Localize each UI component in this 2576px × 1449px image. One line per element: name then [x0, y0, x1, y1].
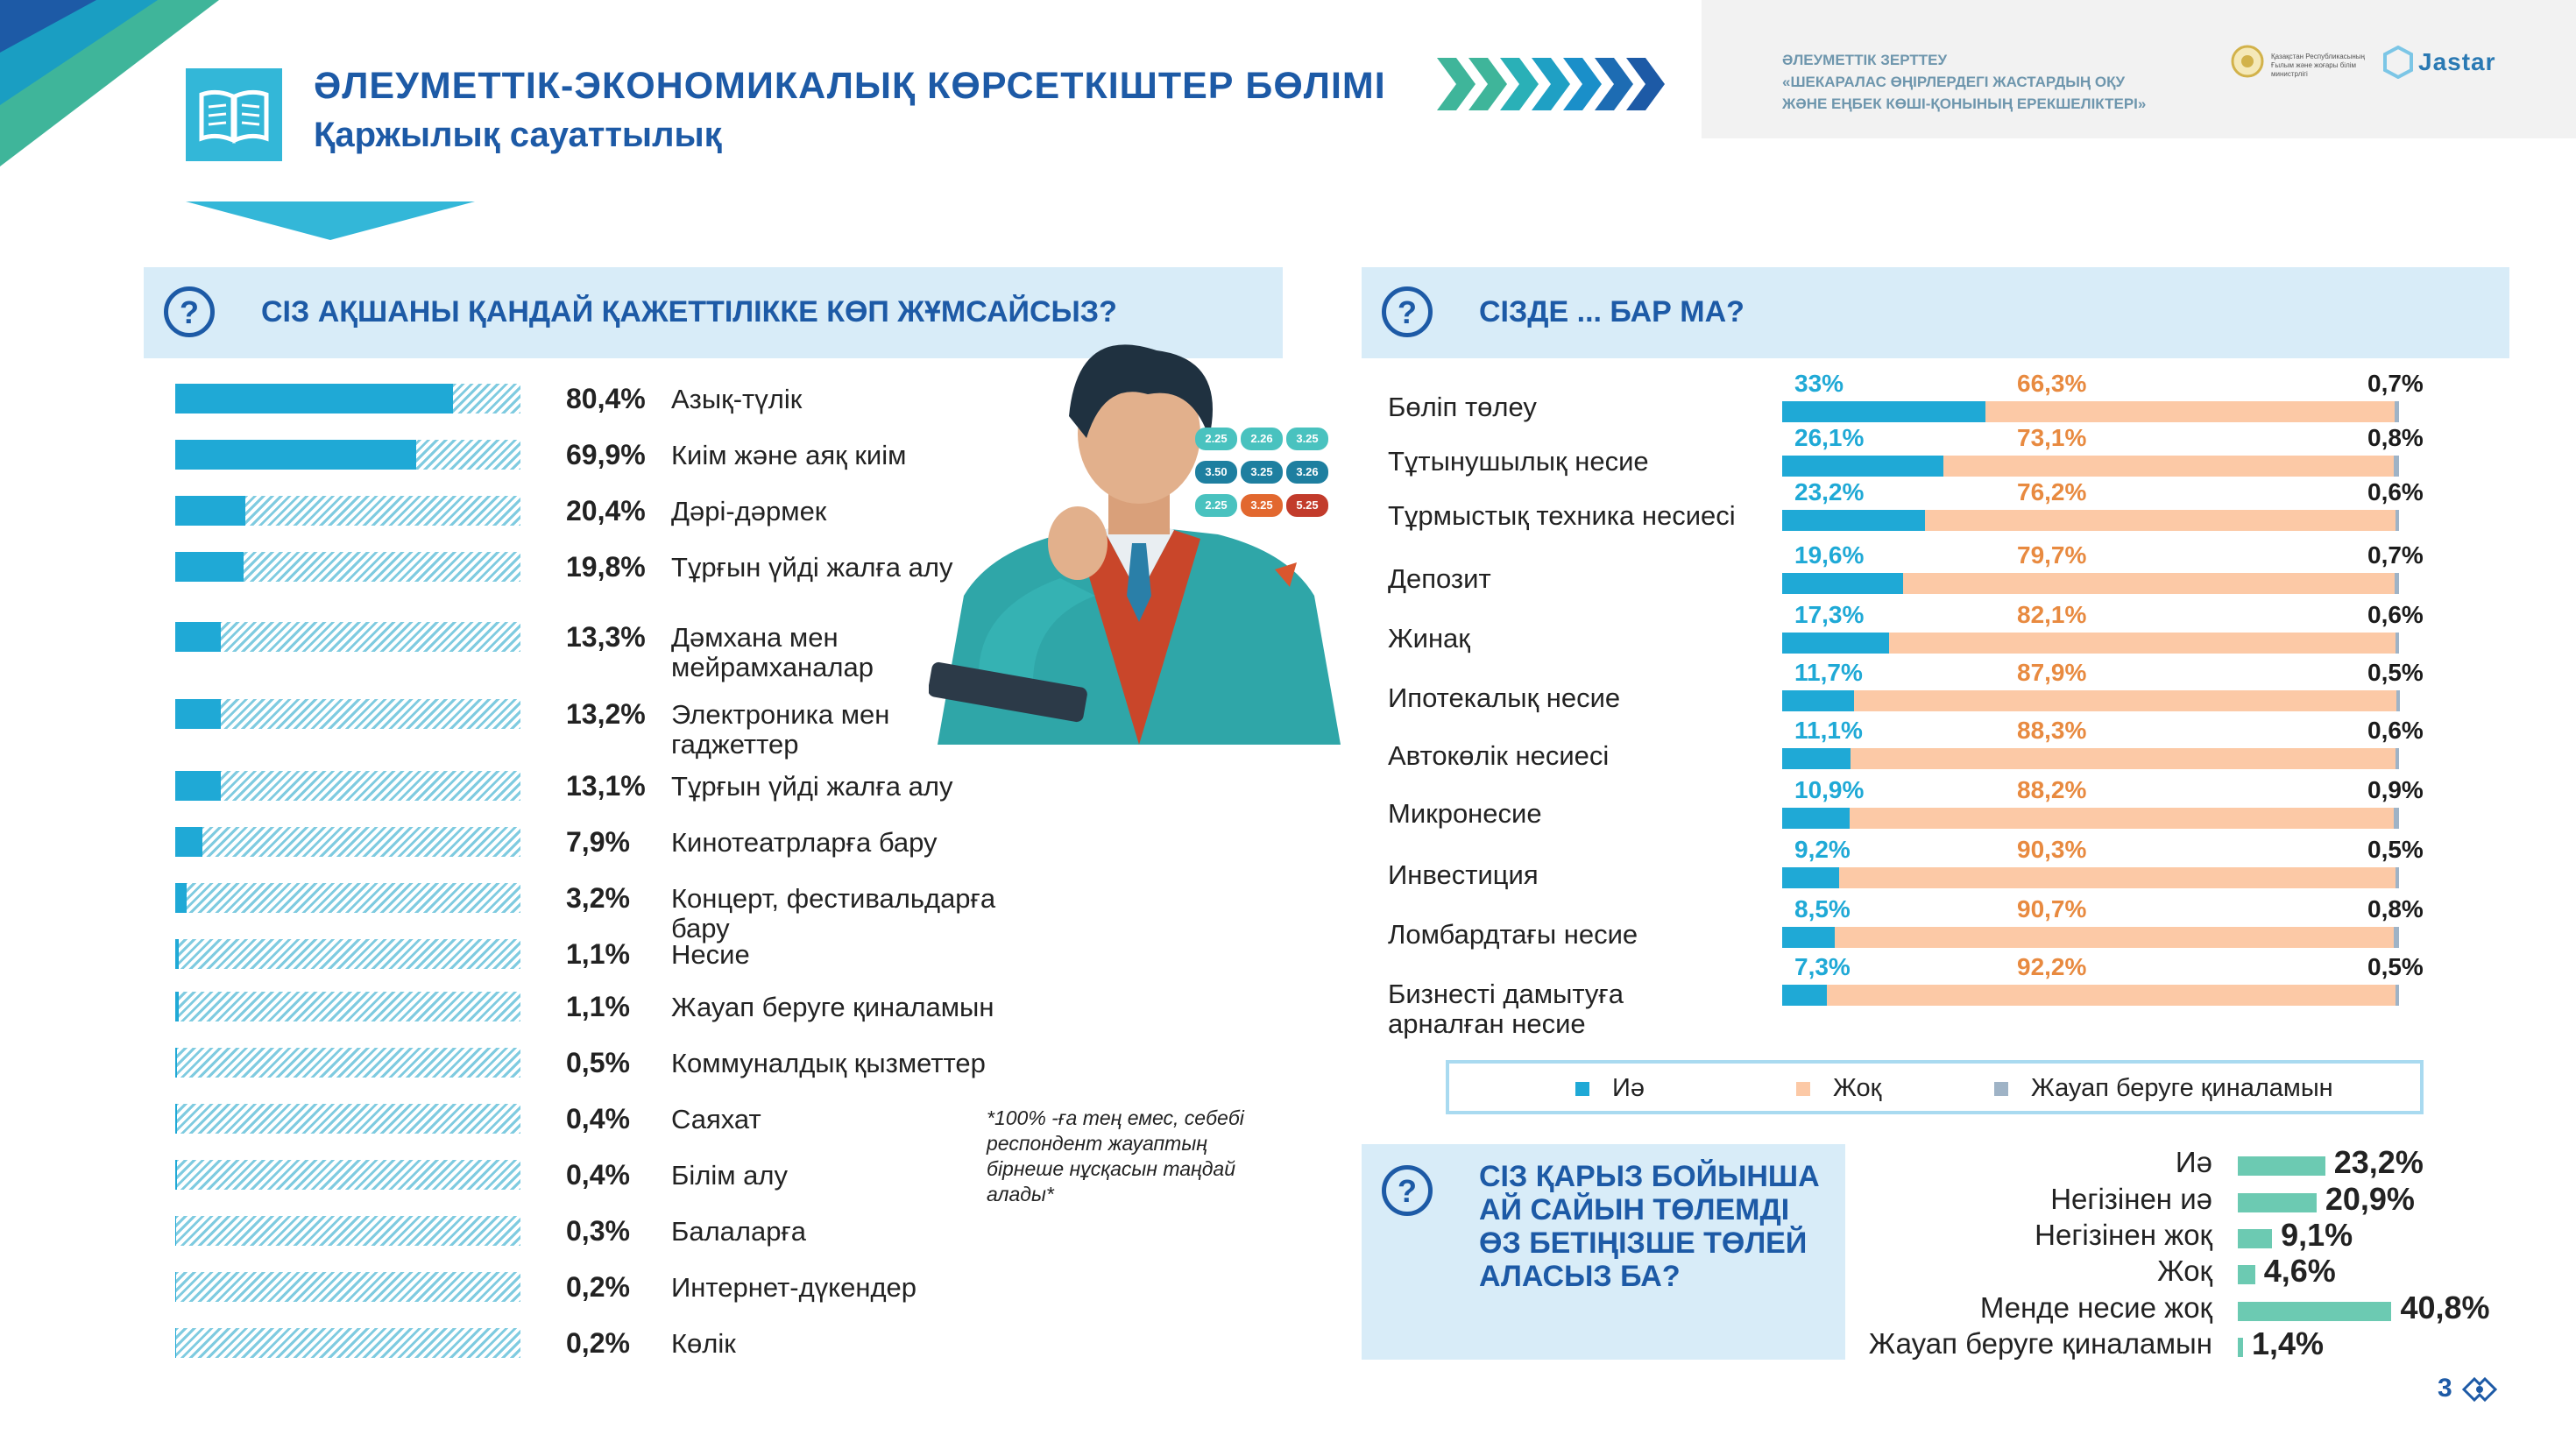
- dk-value-label: 0,6%: [2367, 601, 2424, 628]
- category-business-loan-label: Бизнесті дамытуға арналған несие: [1388, 979, 1624, 1039]
- spending-category-label: Интернет-дүкендер: [671, 1272, 917, 1303]
- spending-bar-track: [175, 827, 520, 857]
- spending-bar: [175, 1216, 176, 1246]
- category-car-loan-label: Автокөлік несиесі: [1388, 740, 1610, 771]
- ticker-chip: 2.25: [1195, 428, 1237, 450]
- no-bar: [1850, 808, 2394, 829]
- spending-bar: [175, 1328, 176, 1358]
- dk-bar: [2396, 748, 2399, 769]
- spending-category-label: Білім алу: [671, 1160, 788, 1191]
- legend-swatch-no: [1796, 1082, 1810, 1096]
- dk-value-label: 0,7%: [2367, 541, 2424, 569]
- no-bar: [1889, 633, 2396, 654]
- yes-value-label: 11,7%: [1794, 659, 1863, 686]
- spending-bar: [175, 1272, 176, 1302]
- spending-category-label: Концерт, фестивальдарға бару: [671, 883, 996, 944]
- category-deposit-label: Депозит: [1388, 563, 1491, 594]
- spending-value-label: 0,4%: [566, 1103, 630, 1134]
- category-installment-label: Бөліп төлеу: [1388, 392, 1537, 422]
- spending-category-label: Коммуналдық қызметтер: [671, 1048, 986, 1078]
- spending-category-label: Электроника мен гаджеттер: [671, 699, 890, 760]
- loan-value-label: 23,2%: [2333, 1144, 2424, 1180]
- stacked-bar-track: [1782, 633, 2399, 654]
- loan-category-label: Негізінен жоқ: [2035, 1219, 2212, 1251]
- no-bar: [1851, 748, 2396, 769]
- loan-bar: [2238, 1338, 2243, 1357]
- dk-value-label: 0,6%: [2367, 717, 2424, 744]
- stacked-bar-track: [1782, 808, 2399, 829]
- loan-bar: [2238, 1156, 2325, 1176]
- legend-swatch-dk: [1994, 1082, 2008, 1096]
- yes-bar: [1782, 748, 1851, 769]
- spending-bar-track: [175, 699, 520, 729]
- spending-bar-track: [175, 1104, 520, 1134]
- question-icon: ?: [1382, 1165, 1433, 1216]
- stacked-bar-track: [1782, 456, 2399, 477]
- loan-category-label: Менде несие жоқ: [1979, 1291, 2212, 1324]
- spending-category-label: Тұрғын үйді жалға алу: [671, 552, 953, 583]
- yes-value-label: 17,3%: [1794, 601, 1865, 628]
- spending-bar: [175, 939, 179, 969]
- dk-value-label: 0,8%: [2367, 895, 2424, 922]
- spending-value-label: 7,9%: [566, 826, 630, 858]
- yes-value-label: 10,9%: [1794, 776, 1865, 803]
- ticker-chip: 3.25: [1241, 494, 1283, 517]
- no-value-label: 88,2%: [2017, 776, 2087, 803]
- no-value-label: 79,7%: [2017, 541, 2087, 569]
- spending-category-label: Кинотеатрларға бару: [671, 827, 938, 858]
- question-loan: СІЗ ҚАРЫЗ БОЙЫНША АЙ САЙЫН ТӨЛЕМДІ ӨЗ БЕТІҢІЗШЕ ТӨЛЕЙ АЛАСЫЗ БА?: [1479, 1160, 1820, 1293]
- no-bar: [1925, 510, 2395, 531]
- question-icon: ?: [1382, 286, 1433, 337]
- pointer-triangle: [186, 201, 475, 242]
- stacked-bar-track: [1782, 401, 2399, 422]
- loan-category-label: Негізінен иә: [2050, 1183, 2212, 1215]
- dk-value-label: 0,5%: [2367, 659, 2424, 686]
- dk-value-label: 0,6%: [2367, 478, 2424, 505]
- no-value-label: 76,2%: [2017, 478, 2087, 505]
- stacked-bar-track: [1782, 573, 2399, 594]
- ticker-chip: 5.25: [1286, 494, 1328, 517]
- spending-category-label: Дәмхана мен мейрамханалар: [671, 622, 874, 682]
- legend-swatch-yes: [1575, 1082, 1589, 1096]
- page-title: ӘЛЕУМЕТТІК-ЭКОНОМИКАЛЫҚ КӨРСЕТКІШТЕР БӨЛІМІ: [314, 65, 1386, 107]
- dk-value-label: 0,7%: [2367, 370, 2424, 397]
- page-subtitle: Қаржылық сауаттылық: [314, 116, 722, 154]
- page-number: 3: [2438, 1374, 2452, 1403]
- yes-value-label: 11,1%: [1794, 717, 1863, 744]
- dk-bar: [2395, 573, 2399, 594]
- spending-value-label: 19,8%: [566, 551, 646, 583]
- spending-category-label: Саяхат: [671, 1104, 761, 1134]
- spending-bar: [175, 552, 244, 582]
- study-line-1: ӘЛЕУМЕТТІК ЗЕРТТЕУ: [1782, 52, 1948, 68]
- spending-value-label: 1,1%: [566, 938, 630, 970]
- stacked-bar-track: [1782, 985, 2399, 1006]
- spending-bar: [175, 883, 187, 913]
- man-with-calculator-illustration: [929, 333, 1349, 745]
- study-line-2: «ШЕКАРАЛАС ӨҢІРЛЕРДЕГІ ЖАСТАРДЫҢ ОҚУ: [1782, 74, 2126, 90]
- dk-bar: [2396, 633, 2399, 654]
- spending-category-label: Несие: [671, 939, 750, 970]
- no-value-label: 90,3%: [2017, 836, 2087, 863]
- stacked-bar-track: [1782, 510, 2399, 531]
- spending-value-label: 0,4%: [566, 1159, 630, 1191]
- spending-category-label: Көлік: [671, 1328, 736, 1359]
- spending-value-label: 20,4%: [566, 495, 646, 527]
- spending-bar-track: [175, 883, 520, 913]
- spending-bar-track: [175, 552, 520, 582]
- stacked-bar-track: [1782, 748, 2399, 769]
- no-bar: [1854, 690, 2396, 711]
- spending-bar: [175, 622, 221, 652]
- dk-bar: [2396, 690, 2400, 711]
- book-icon: [186, 68, 282, 161]
- dk-bar: [2394, 808, 2399, 829]
- yes-value-label: 19,6%: [1794, 541, 1865, 569]
- stacked-bar-track: [1782, 690, 2399, 711]
- question-spending: СІЗ АҚШАНЫ ҚАНДАЙ ҚАЖЕТТІЛІККЕ КӨП ЖҰМСАЙСЫЗ?: [261, 295, 1117, 329]
- dk-value-label: 0,8%: [2367, 424, 2424, 451]
- no-bar: [1903, 573, 2395, 594]
- no-bar: [1985, 401, 2395, 422]
- category-savings-label: Жинақ: [1388, 623, 1470, 654]
- yes-bar: [1782, 927, 1835, 948]
- spending-category-label: Тұрғын үйді жалға алу: [671, 771, 953, 802]
- spending-bar: [175, 440, 416, 470]
- spending-bar: [175, 1048, 177, 1078]
- yes-bar: [1782, 510, 1925, 531]
- jastar-logo-text: Jastar: [2418, 48, 2496, 75]
- yes-value-label: 9,2%: [1794, 836, 1851, 863]
- spending-category-label: Жауап беруге қиналамын: [671, 992, 994, 1022]
- spending-value-label: 69,9%: [566, 439, 646, 470]
- spending-bar: [175, 384, 453, 413]
- yes-value-label: 23,2%: [1794, 478, 1865, 505]
- spending-bar: [175, 992, 179, 1021]
- yes-bar: [1782, 690, 1854, 711]
- spending-category-label: Азық-түлік: [671, 384, 803, 414]
- dk-value-label: 0,5%: [2367, 836, 2424, 863]
- yes-value-label: 8,5%: [1794, 895, 1851, 922]
- legend-label-dk: Жауап беруге қиналамын: [2031, 1074, 2333, 1102]
- spending-value-label: 13,2%: [566, 698, 646, 730]
- loan-bar: [2238, 1265, 2255, 1284]
- spending-bar-track: [175, 1048, 520, 1078]
- question-have: СІЗДЕ ... БАР МА?: [1479, 295, 1744, 329]
- jastar-logo-icon: [2383, 46, 2413, 79]
- dk-bar: [2394, 456, 2399, 477]
- loan-category-label: Жоқ: [2157, 1255, 2212, 1287]
- loan-bar: [2238, 1302, 2391, 1321]
- chevrons-decoration: [1437, 58, 1674, 110]
- spending-bar-track: [175, 622, 520, 652]
- loan-value-label: 20,9%: [2325, 1181, 2415, 1217]
- jastar-logo: [2383, 46, 2496, 79]
- spending-value-label: 0,2%: [566, 1271, 630, 1303]
- spending-bar-track: [175, 496, 520, 526]
- yes-bar: [1782, 633, 1889, 654]
- category-mortgage-label: Ипотекалық несие: [1388, 682, 1621, 713]
- dk-bar: [2396, 867, 2399, 888]
- spending-value-label: 3,2%: [566, 882, 630, 914]
- no-bar: [1839, 867, 2396, 888]
- dk-bar: [2396, 510, 2399, 531]
- legend-item-no: [1796, 1074, 1881, 1103]
- chart-legend: [1446, 1060, 2424, 1114]
- ornament-icon: [2459, 1374, 2501, 1405]
- spending-bar-track: [175, 1216, 520, 1246]
- no-value-label: 92,2%: [2017, 953, 2087, 980]
- loan-value-label: 9,1%: [2281, 1217, 2353, 1253]
- spending-value-label: 0,3%: [566, 1215, 630, 1247]
- yes-bar: [1782, 456, 1943, 477]
- ministry-logo-text: Қазақстан Республикасының Ғылым және жоғары білім министрлігі: [2271, 53, 2365, 78]
- loan-value-label: 4,6%: [2263, 1253, 2336, 1289]
- loan-category-label: Иә: [2175, 1146, 2212, 1178]
- category-appliance-loan-label: Тұрмыстық техника несиесі: [1388, 500, 1736, 531]
- spending-category-label: Киім және аяқ киім: [671, 440, 907, 470]
- category-investment-label: Инвестиция: [1388, 859, 1539, 890]
- yes-bar: [1782, 867, 1839, 888]
- loan-category-label: Жауап беруге қиналамын: [1868, 1327, 2212, 1360]
- spending-bar-track: [175, 939, 520, 969]
- yes-bar: [1782, 401, 1985, 422]
- spending-bar-track: [175, 1160, 520, 1190]
- spending-bar-track: [175, 992, 520, 1021]
- spending-bar: [175, 699, 221, 729]
- study-title: [1782, 49, 2146, 115]
- ticker-chip: 3.50: [1195, 461, 1237, 484]
- category-consumer-loan-label: Тұтынушылық несие: [1388, 446, 1649, 477]
- no-bar: [1835, 927, 2395, 948]
- spending-category-label: Дәрі-дәрмек: [671, 496, 827, 527]
- yes-bar: [1782, 808, 1850, 829]
- category-microloan-label: Микронесие: [1388, 798, 1542, 829]
- emblem-logo: [2230, 44, 2265, 79]
- yes-bar: [1782, 573, 1903, 594]
- dk-value-label: 0,5%: [2367, 953, 2424, 980]
- spending-bar: [175, 1160, 177, 1190]
- legend-item-dk: [1994, 1074, 2333, 1103]
- spending-bar: [175, 771, 221, 801]
- spending-value-label: 0,5%: [566, 1047, 630, 1078]
- ticker-chip: 3.25: [1286, 428, 1328, 450]
- stacked-bar-track: [1782, 927, 2399, 948]
- spending-value-label: 1,1%: [566, 991, 630, 1022]
- legend-item-yes: [1575, 1074, 1645, 1103]
- ticker-chip: 3.25: [1241, 461, 1283, 484]
- spending-bar-track: [175, 1272, 520, 1302]
- loan-bar: [2238, 1193, 2317, 1212]
- spending-bar-track: [175, 384, 520, 413]
- no-value-label: 88,3%: [2017, 717, 2087, 744]
- study-line-3: ЖӘНЕ ЕҢБЕК КӨШІ-ҚОНЫНЫҢ ЕРЕКШЕЛІКТЕРІ»: [1782, 95, 2147, 112]
- dk-bar: [2396, 985, 2399, 1006]
- dk-bar: [2395, 401, 2399, 422]
- no-bar: [1827, 985, 2396, 1006]
- yes-bar: [1782, 985, 1827, 1006]
- yes-value-label: 7,3%: [1794, 953, 1851, 980]
- spending-value-label: 13,3%: [566, 621, 646, 653]
- dk-value-label: 0,9%: [2367, 776, 2424, 803]
- spending-bar: [175, 1104, 177, 1134]
- yes-value-label: 33%: [1794, 370, 1844, 397]
- loan-bar: [2238, 1229, 2272, 1248]
- spending-bar: [175, 827, 202, 857]
- spending-category-label: Балаларға: [671, 1216, 807, 1247]
- ticker-chip: 3.26: [1286, 461, 1328, 484]
- ticker-chip: 2.25: [1195, 494, 1237, 517]
- spending-bar: [175, 496, 245, 526]
- loan-value-label: 40,8%: [2400, 1290, 2490, 1325]
- no-value-label: 66,3%: [2017, 370, 2087, 397]
- no-value-label: 90,7%: [2017, 895, 2087, 922]
- legend-label-yes: Иә: [1612, 1074, 1645, 1102]
- stacked-bar-track: [1782, 867, 2399, 888]
- spending-value-label: 80,4%: [566, 383, 646, 414]
- no-value-label: 82,1%: [2017, 601, 2087, 628]
- spending-value-label: 0,2%: [566, 1327, 630, 1359]
- legend-label-no: Жоқ: [1833, 1074, 1882, 1102]
- footnote: *100% -ға тең емес, себебі респондент жауаптың бірнеше нұсқасын таңдай алады*: [987, 1106, 1244, 1205]
- spending-bar-track: [175, 440, 520, 470]
- spending-bar-track: [175, 1328, 520, 1358]
- dk-bar: [2394, 927, 2399, 948]
- spending-bar-track: [175, 771, 520, 801]
- no-value-label: 73,1%: [2017, 424, 2087, 451]
- question-icon: ?: [164, 286, 215, 337]
- category-pawnshop-loan-label: Ломбардтағы несие: [1388, 919, 1638, 950]
- yes-value-label: 26,1%: [1794, 424, 1865, 451]
- spending-value-label: 13,1%: [566, 770, 646, 802]
- ticker-chip: 2.26: [1241, 428, 1283, 450]
- loan-value-label: 1,4%: [2252, 1325, 2325, 1361]
- no-value-label: 87,9%: [2017, 659, 2087, 686]
- no-bar: [1943, 456, 2395, 477]
